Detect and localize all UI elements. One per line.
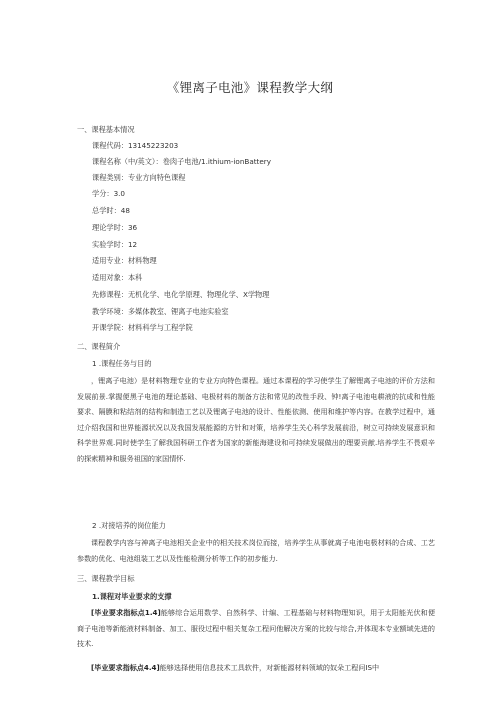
paragraph-job-abilities: 课程教学内容与神离子电池相关企业中的相关技术岗位而接，培养学生从事就离子电池电极材料的合成、工艺参数的优化、电池组装工艺以及性能检测分析等工作的初步能力. (77, 538, 435, 563)
info-audience: 适用对象：本科 (92, 273, 143, 282)
subheading-job-abilities: 2 .对接培养的岗位能力 (92, 521, 166, 530)
info-theory-hours: 理论学时：36 (92, 223, 138, 232)
indicator-text-1-4: 能够综合运用数学、自然科学、计编、工程基础与材料物理知识，用于太阳能光伏和便商子电池等新能液材料制备、加工、服役过程中相关复杂工程问他解决方案的比较与综合,并体现本专业额域先进的技术. (77, 608, 435, 648)
info-course-category: 课程类别：专业方向特色课程 (92, 173, 186, 182)
indicator-tag-4-4: [毕业要求指标点4.4] (91, 663, 160, 672)
subheading-task-purpose: 1 .课程任务与目的 (92, 359, 152, 368)
section-heading-objectives: 三、课程教学目标 (77, 574, 135, 583)
section-heading-basic-info: 一、课程基本情况 (77, 125, 135, 134)
info-course-code: 课程代码：13145223203 (92, 141, 179, 150)
info-credits: 学分：3.0 (92, 189, 125, 198)
paragraph-task-purpose: ，锂离子电池）是材料物理专业的专业方向特色课程。通过本课程的学习使学生了解锂离子电池的评价方法和发展前景.掌握便黑子电池的理论基础、电极材料的制备方法和常见的改性手段、钟!离子电池电耕液的抗成和性能要求、隔膜和粘结剂的结构和制造工艺以及锂离子电池的设计、性能依测、使用和维护等内容。在教学过程中，通过介绍我国和世界能源状况以及我国发展能源的方针和对策，培养学生关心科学发展前沿，树立可持续发展意识和科学世界观.同时使学生了解我国科研工作者为国家的新能海建设和可持续发展做出的理要贡献.培养学生不畏艰辛的探索精神和服务祖国的家国情怀. (77, 376, 435, 463)
info-major: 适用专业：材料物理 (92, 256, 157, 265)
paragraph-indicator-1-4 (77, 605, 435, 652)
paragraph-indicator-4-4 (77, 660, 435, 676)
info-lab-hours: 实验学时：12 (92, 240, 138, 249)
info-total-hours: 总学时：48 (92, 206, 130, 215)
document-title: 《锂离子电池》课程教学大纲 (166, 80, 334, 95)
info-college: 开课学院：材料科学与工程学院 (92, 323, 193, 332)
info-prerequisites: 先修课程：无机化学、电化学原理、物理化学、X学物理 (92, 290, 270, 299)
subheading-graduation-support: 1.课程对毕业要求的支撑 (92, 592, 172, 601)
section-heading-introduction: 二、课程简介 (77, 342, 121, 351)
info-teaching-environment: 教学环境：多媒体教室、锂离子电池实验室 (92, 307, 229, 316)
indicator-text-4-4: 能够选择使用信息技术工具软件，对新能源材料领域的奴朵工程问IS中 (159, 663, 380, 672)
indicator-tag-1-4: [毕业要求指标点1.4] (91, 608, 161, 617)
info-course-name: 课程名称（中/英文）：卷肉子电池/1.ithium-ionBattery (92, 157, 271, 166)
